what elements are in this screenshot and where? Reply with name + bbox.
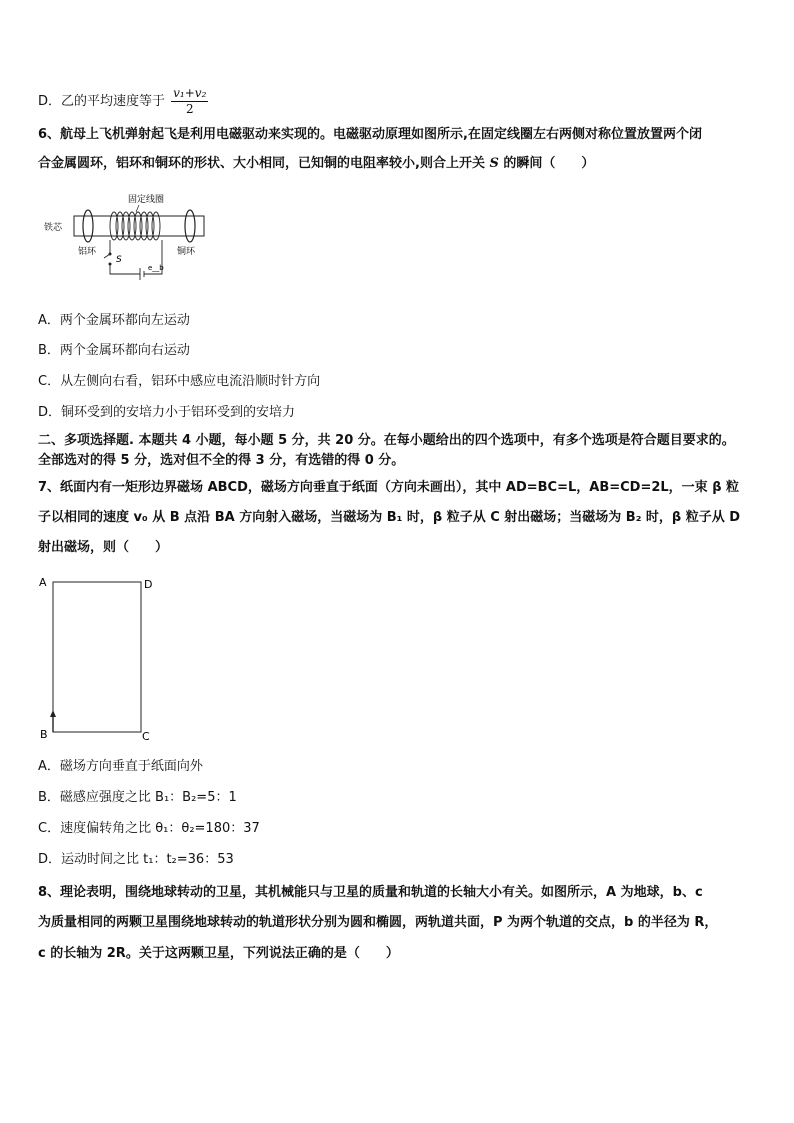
q6-stem-line1: 6、航母上飞机弹射起飞是利用电磁驱动来实现的。电磁驱动原理如图所示,在固定线圈左右两侧对称位置放置两个闭: [38, 127, 702, 142]
label-copper-ring: 铜环: [177, 247, 196, 257]
q6-stem-line2-a: 合金属圆环，铝环和铜环的形状、大小相同，已知铜的电阻率较小,则合上开关: [38, 156, 485, 171]
q7-option-b: B．磁感应强度之比 B₁：B₂=5：1: [38, 790, 237, 805]
q8-stem-line2: 为质量相同的两颗卫星围绕地球转动的轨道形状分别为圆和椭圆，两轨道共面，P 为两个轨道的交点，b 的半径为 R，: [38, 915, 718, 930]
label-fixed-coil: 固定线圈: [128, 195, 165, 205]
q5-option-d-text: D．乙的平均速度等于: [38, 94, 166, 109]
q7-stem-line3: 射出磁场，则（ ）: [38, 540, 169, 555]
q6-stem-line2: [38, 155, 594, 173]
section2-line2: 全部选对的得 5 分，选对但不全的得 3 分，有选错的得 0 分。: [38, 453, 405, 468]
label-source: e__b: [148, 264, 164, 272]
q5-option-d: [38, 86, 208, 117]
q6-option-d: D．铜环受到的安培力小于铝环受到的安培力: [38, 405, 296, 420]
label-iron-core: 铁芯: [44, 223, 63, 233]
circuit-wires: [104, 240, 162, 280]
fixed-coil: [110, 212, 160, 240]
q8-stem-line1: 8、理论表明，围绕地球转动的卫星，其机械能只与卫星的质量和轨道的长轴大小有关。如图所示，A 为地球，b、c: [38, 885, 703, 900]
label-switch: S: [116, 255, 122, 265]
label-aluminum-ring: 铝环: [78, 247, 97, 257]
q6-figure-coil-diagram: [44, 192, 214, 284]
entry-arrow-icon: [50, 710, 56, 717]
q8-stem-line3: c 的长轴为 2R。关于这两颗卫星，下列说法正确的是（ ）: [38, 946, 399, 961]
copper-ring: [185, 210, 195, 242]
q6-option-a: A．两个金属环都向左运动: [38, 313, 190, 328]
q7-option-d: D．运动时间之比 t₁：t₂=36：53: [38, 852, 234, 867]
q6-option-c: C．从左侧向右看，铝环中感应电流沿顺时针方向: [38, 374, 321, 389]
q6-stem-line2-b: 的瞬间（ ）: [503, 156, 595, 171]
corner-b: B: [40, 728, 48, 741]
q6-option-b: B．两个金属环都向右运动: [38, 343, 190, 358]
corner-c: C: [142, 730, 150, 743]
corner-d: D: [144, 578, 153, 591]
q7-option-c: C．速度偏转角之比 θ₁：θ₂=180：37: [38, 821, 260, 836]
q7-option-a: A．磁场方向垂直于纸面向外: [38, 759, 203, 774]
section2-line1: 二、多项选择题. 本题共 4 小题，每小题 5 分，共 20 分。在每小题给出的四个选项中，有多个选项是符合题目要求的。: [38, 433, 735, 448]
corner-a: A: [39, 576, 47, 589]
q7-stem-line1: 7、纸面内有一矩形边界磁场 ABCD，磁场方向垂直于纸面（方向未画出），其中 AD=BC=L，AB=CD=2L，一束 β 粒: [38, 480, 740, 495]
q5-option-d-fraction: [171, 86, 208, 117]
aluminum-ring: [83, 210, 93, 242]
q6-switch-var: S: [489, 156, 499, 171]
q7-figure-rectangle: [36, 574, 156, 744]
q7-stem-line2: 子以相同的速度 v₀ 从 B 点沿 BA 方向射入磁场，当磁场为 B₁ 时，β 粒子从 C 射出磁场；当磁场为 B₂ 时，β 粒子从 D: [38, 510, 741, 525]
fraction-denominator: 2: [185, 102, 194, 116]
fraction-numerator: v₁+v₂: [173, 86, 207, 100]
field-boundary: [53, 582, 141, 732]
